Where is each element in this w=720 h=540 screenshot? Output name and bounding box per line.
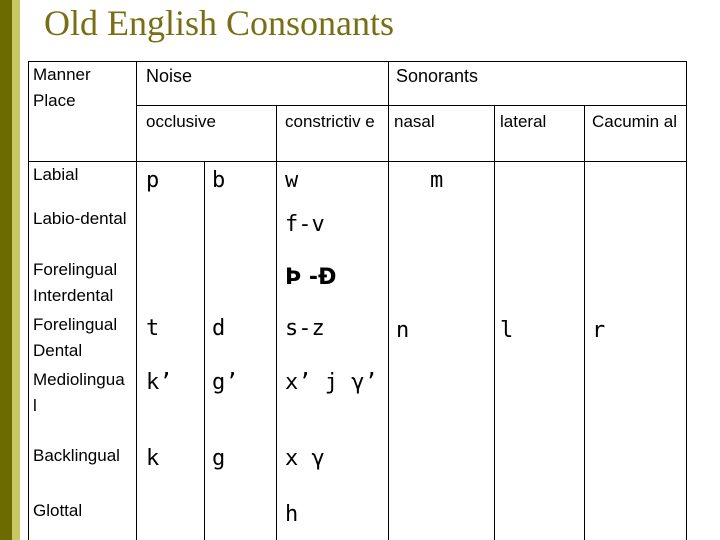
row-label-glottal: Glottal (33, 501, 83, 520)
header-bottom-rule (28, 161, 686, 162)
cell-forelingual-dental-constrictive: s-z (285, 316, 325, 341)
cell-forelingual-dental-voiceless: t (146, 316, 160, 341)
cell-labial-voiced: b (212, 168, 226, 193)
row-label-backlingual: Backlingual (33, 446, 120, 465)
cell-forelingual-dental-nasal: n (396, 318, 410, 343)
cell-labio-dental-constrictive: f-v (285, 212, 325, 237)
column-rule-labels (136, 61, 137, 540)
row-label-labio-dental: Labio-dental (33, 209, 127, 228)
row-label-forelingual-dental: Forelingual Dental (33, 315, 118, 360)
header-cacuminal: Cacumin al (592, 112, 678, 131)
header-sonorants: Sonorants (396, 66, 479, 86)
slide-title: Old English Consonants (44, 3, 395, 43)
column-rule-constrictive (276, 105, 277, 540)
cell-forelingual-interdental-constrictive: Þ -Đ (285, 265, 337, 290)
header-manner: Manner (33, 65, 91, 84)
cell-mediolingual-voiceless: k’ (146, 370, 173, 395)
column-rule-sonorants (388, 61, 389, 540)
header-constrictive: constrictiv e (285, 112, 375, 131)
cell-glottal-constrictive: h (285, 502, 299, 527)
header-noise: Noise (146, 66, 193, 86)
cell-forelingual-dental-lateral: l (500, 318, 514, 343)
cell-labial-nasal: m (430, 168, 444, 193)
cell-forelingual-dental-cacuminal: r (592, 318, 606, 343)
cell-backlingual-constrictive: x γ (285, 446, 325, 471)
accent-bar-light (12, 0, 20, 540)
cell-labial-voiceless: p (146, 168, 160, 193)
cell-backlingual-voiced: g (212, 446, 226, 471)
column-rule-occlusive-split (204, 161, 205, 540)
header-nasal: nasal (394, 112, 435, 131)
row-label-forelingual-interdental: Forelingual Interdental (33, 260, 118, 305)
cell-labial-constrictive: w (285, 168, 299, 193)
header-place: Place (33, 91, 76, 110)
column-rule-cacuminal (584, 105, 585, 540)
column-rule-lateral (494, 105, 495, 540)
cell-mediolingual-voiced: g’ (212, 370, 239, 395)
cell-forelingual-dental-voiced: d (212, 316, 226, 341)
table-border-top (28, 61, 686, 62)
table-border-left (28, 61, 29, 540)
table-border-right (686, 61, 687, 540)
cell-backlingual-voiceless: k (146, 446, 160, 471)
header-group-rule (136, 105, 686, 106)
row-label-mediolingual: Mediolingua l (33, 370, 125, 415)
header-lateral: lateral (500, 112, 547, 131)
row-label-labial: Labial (33, 165, 79, 184)
header-occlusive: occlusive (146, 112, 216, 131)
cell-mediolingual-constrictive: x’ j γ’ (285, 370, 378, 395)
accent-bar-dark (0, 0, 12, 540)
